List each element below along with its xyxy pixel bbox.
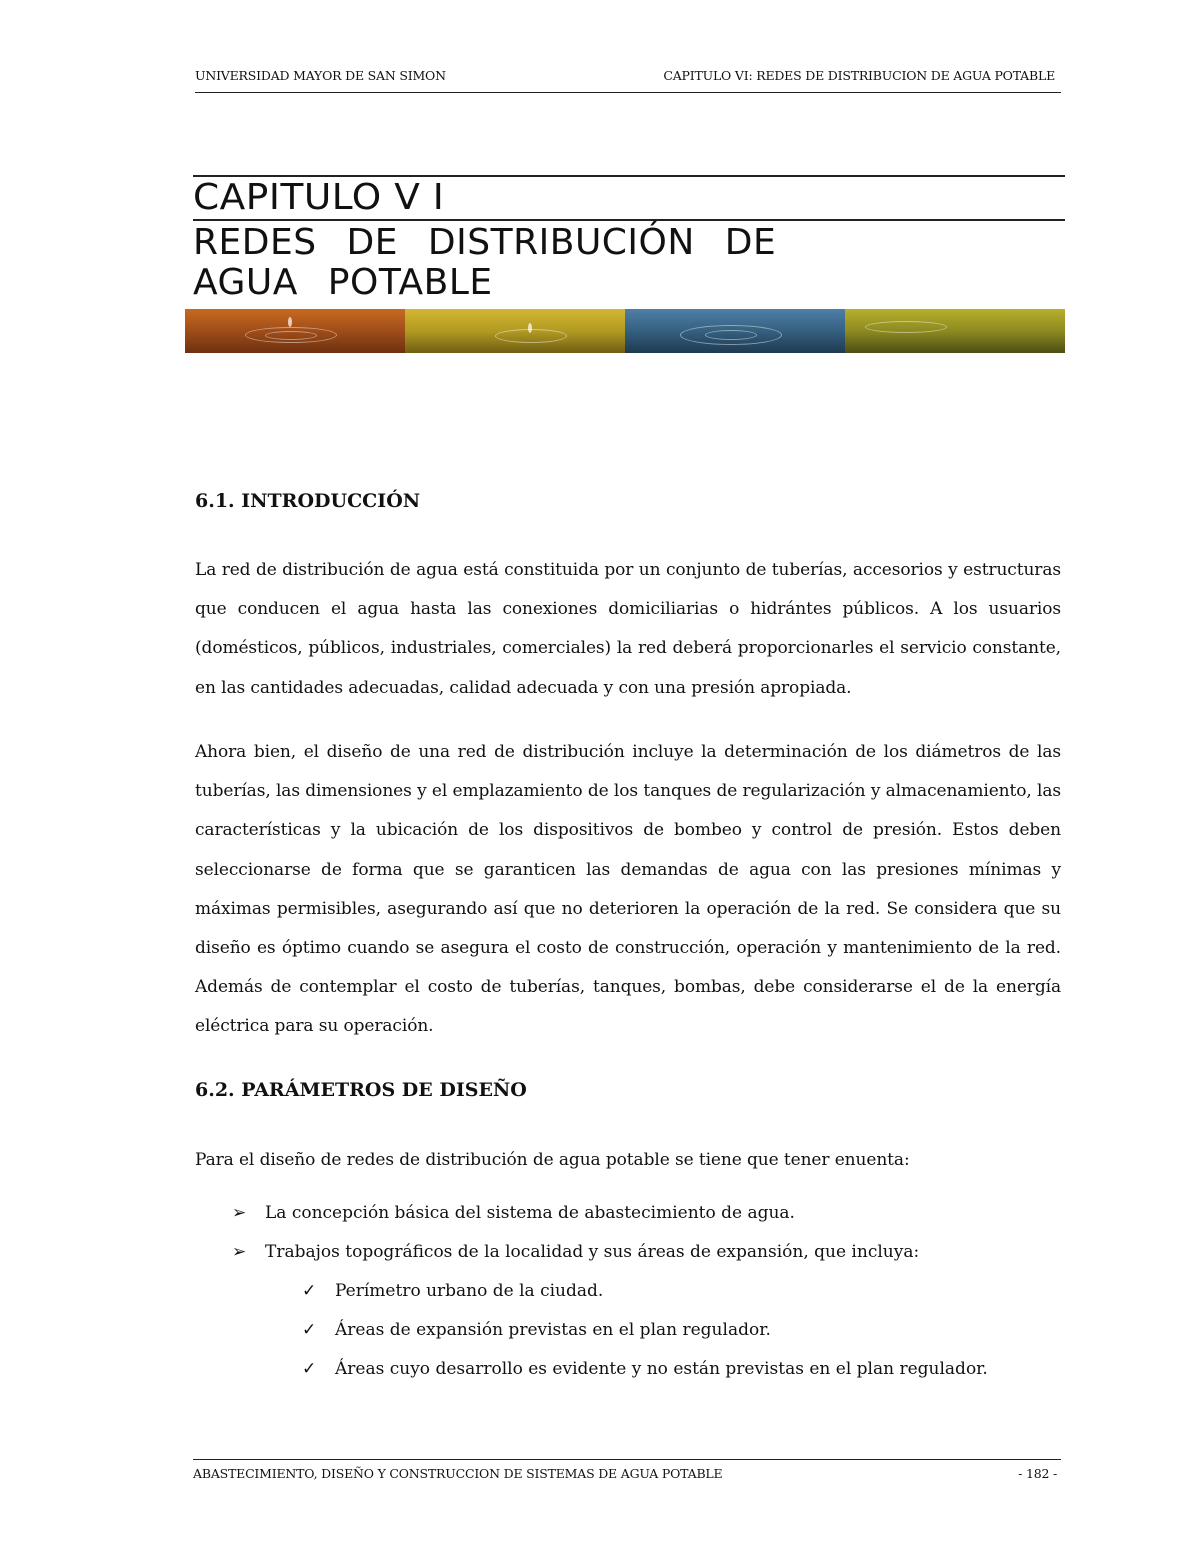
chapter-title-line2: AGUA POTABLE bbox=[193, 262, 493, 303]
check-icon: ✓ bbox=[302, 1320, 317, 1340]
footer-book-title: ABASTECIMIENTO, DISEÑO Y CONSTRUCCION DE SISTEMAS DE AGUA POTABLE bbox=[193, 1466, 723, 1481]
chapter-title-line1: REDES DE DISTRIBUCIÓN DE bbox=[193, 222, 777, 263]
banner-segment-olive bbox=[845, 309, 1065, 353]
banner-segment-yellow bbox=[405, 309, 625, 353]
intro-paragraph-2: Ahora bien, el diseño de una red de distribución incluye la determinación de los diámetros de las tuberías, las dimensiones y el emplazamiento de los tanques de regularización y almacenamiento, las características y la ubicación de los dispositivos de bombeo y control de presión. Estos deben seleccionarse de forma que se garanticen las demandas de agua con las presiones mínimas y máximas permisibles, asegurando así que no deterioren la operación de la red. Se considera que su diseño es óptimo cuando se asegura el costo de construcción, operación y mantenimiento de la red. Además de contemplar el costo de tuberías, tanques, bombas, debe considerarse el de la energía eléctrica para su operación. bbox=[195, 742, 1061, 1037]
banner-segment-blue bbox=[625, 309, 845, 353]
water-banner-image bbox=[185, 309, 1065, 353]
page-number: - 182 - bbox=[1018, 1466, 1057, 1481]
banner-segment-orange bbox=[185, 309, 405, 353]
chapter-label: CAPITULO V I bbox=[193, 177, 445, 218]
arrow-bullet-icon: ➢ bbox=[232, 1242, 247, 1262]
page-header bbox=[195, 66, 1061, 93]
page-footer bbox=[193, 1459, 1061, 1484]
arrow-bullet-icon: ➢ bbox=[232, 1203, 247, 1223]
chapter-title-block bbox=[193, 175, 1065, 305]
check-icon: ✓ bbox=[302, 1359, 317, 1379]
section-heading-introduccion: 6.1. INTRODUCCIÓN bbox=[195, 490, 421, 512]
section-heading-parametros: 6.2. PARÁMETROS DE DISEÑO bbox=[195, 1079, 527, 1101]
check-icon: ✓ bbox=[302, 1281, 317, 1301]
parametros-intro: Para el diseño de redes de distribución de agua potable se tiene que tener enuenta: bbox=[195, 1150, 910, 1170]
header-institution: UNIVERSIDAD MAYOR DE SAN SIMON bbox=[195, 68, 446, 83]
header-chapter: CAPITULO VI: REDES DE DISTRIBUCION DE AGUA POTABLE bbox=[663, 68, 1055, 83]
intro-paragraph-1: La red de distribución de agua está constituida por un conjunto de tuberías, accesorios y estructuras que conducen el agua hasta las conexiones domiciliarias o hidrántes públicos. A los usuarios (domésticos, públicos, industriales, comerciales) la red deberá proporcionarles el servicio constante, en las cantidades adecuadas, calidad adecuada y con una presión apropiada. bbox=[195, 560, 1061, 698]
